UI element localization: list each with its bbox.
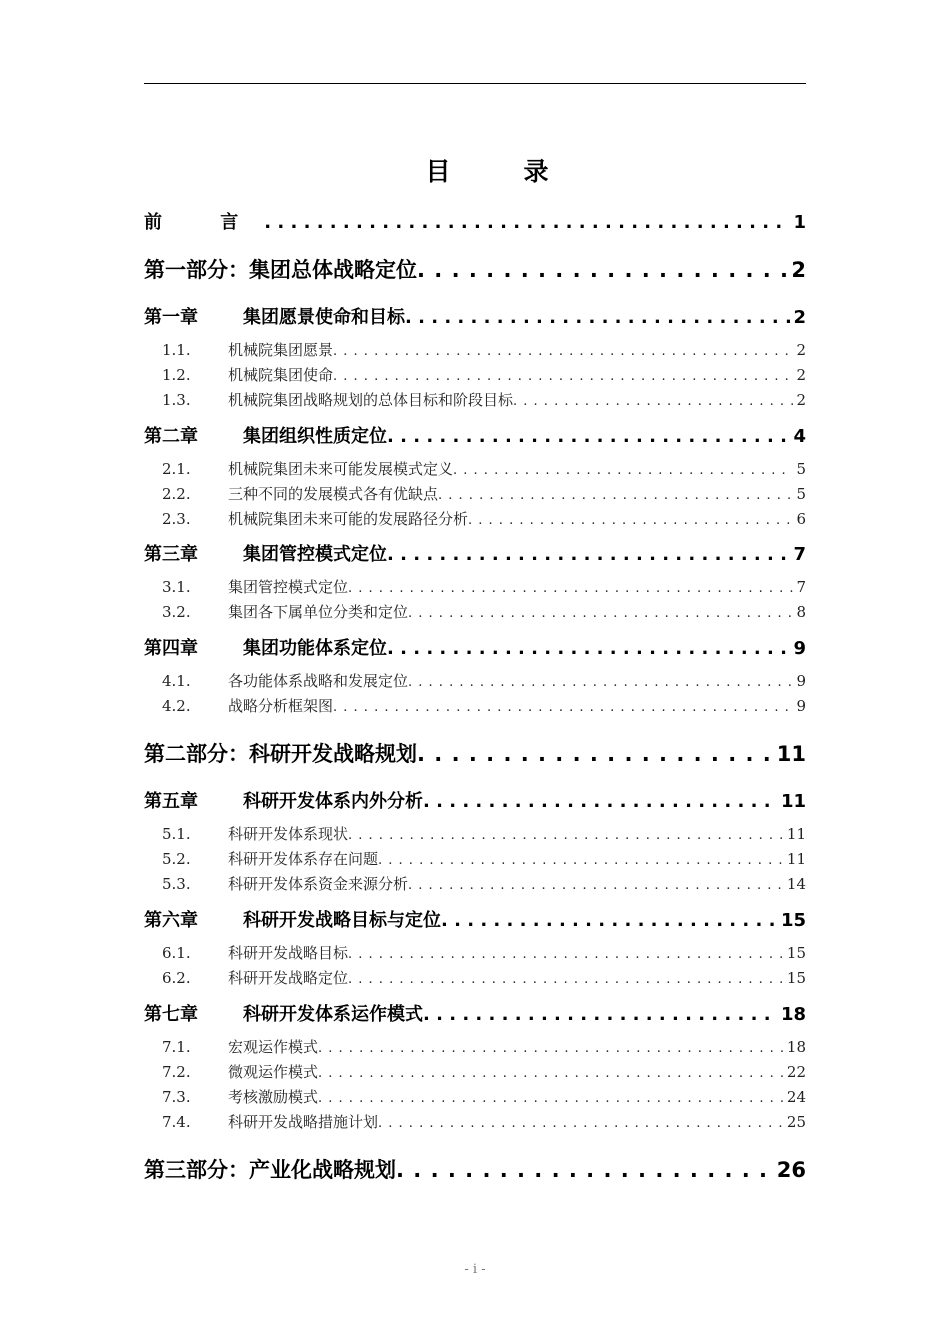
dot-leader: [333, 366, 793, 384]
dot-leader: [405, 307, 790, 328]
toc-chapter[interactable]: [144, 303, 806, 329]
dot-leader: [513, 391, 793, 409]
toc-page-number: 15: [780, 910, 806, 931]
toc-page-number: 2: [796, 391, 806, 409]
toc-section-title: 微观运作模式: [228, 1063, 319, 1081]
toc-page-number: 6: [796, 510, 806, 528]
toc-chapter[interactable]: [144, 540, 806, 566]
toc-chapter-number: 第一章: [144, 307, 198, 328]
toc-page-number: 9: [793, 638, 806, 659]
toc-section[interactable]: [162, 576, 806, 597]
toc-section[interactable]: [162, 508, 806, 529]
toc-section-number: 2.1.: [162, 460, 191, 478]
toc-page-number: 18: [780, 1004, 806, 1025]
toc-chapter-number: 第七章: [144, 1004, 198, 1025]
toc-chapter-number: 第六章: [144, 910, 198, 931]
toc-part[interactable]: [144, 254, 806, 284]
dot-leader: [408, 603, 793, 621]
dot-leader: [318, 1038, 784, 1056]
toc-section-title: 机械院集团愿景: [228, 341, 334, 359]
toc-section[interactable]: [162, 695, 806, 716]
toc-page-number: 11: [786, 850, 806, 868]
toc-section-number: 7.2.: [162, 1063, 191, 1081]
toc-section-title: 科研开发体系存在问题: [228, 850, 379, 868]
toc-page-number: 14: [786, 875, 806, 893]
toc-chapter-number: 第五章: [144, 791, 198, 812]
toc-page-number: 7: [793, 544, 806, 565]
toc-section[interactable]: [162, 873, 806, 894]
toc-section[interactable]: [162, 389, 806, 410]
toc-section-title: 宏观运作模式: [228, 1038, 319, 1056]
toc-chapter[interactable]: [144, 906, 806, 932]
toc-section[interactable]: [162, 848, 806, 869]
toc-section-title: 科研开发战略措施计划: [228, 1113, 379, 1131]
toc-section-number: 4.2.: [162, 697, 191, 715]
toc-section[interactable]: [162, 483, 806, 504]
toc-page-number: 2: [791, 258, 806, 282]
dot-leader: [387, 544, 790, 565]
toc-section[interactable]: [162, 1111, 806, 1132]
toc-section-title: 集团管控模式定位: [228, 578, 349, 596]
dot-leader: [408, 672, 793, 690]
dot-leader: [423, 1004, 778, 1025]
dot-leader: [378, 1113, 784, 1131]
toc-section-title: 战略分析框架图: [228, 697, 334, 715]
toc-page-number: 1: [793, 212, 806, 233]
toc-section[interactable]: [162, 364, 806, 385]
toc-page-number: 9: [796, 672, 806, 690]
dot-leader: [441, 910, 778, 931]
toc-section[interactable]: [162, 1061, 806, 1082]
toc-page-number: 25: [786, 1113, 806, 1131]
toc-section-number: 5.1.: [162, 825, 191, 843]
page-footer: - i -: [464, 1262, 486, 1277]
toc-section[interactable]: [162, 601, 806, 622]
toc-section-title: 各功能体系战略和发展定位: [228, 672, 409, 690]
toc-title: 目 录: [425, 157, 573, 186]
toc-section-number: 3.2.: [162, 603, 191, 621]
toc-page-number: 26: [776, 1158, 806, 1182]
toc-page-number: 5: [796, 460, 806, 478]
dot-leader: [318, 1063, 784, 1081]
toc-page-number: 2: [796, 366, 806, 384]
toc-section-number: 2.2.: [162, 485, 191, 503]
toc-section-title: 机械院集团未来可能发展模式定义: [228, 460, 454, 478]
toc-section-number: 7.4.: [162, 1113, 191, 1131]
toc-section[interactable]: [162, 823, 806, 844]
toc-page-number: 18: [786, 1038, 806, 1056]
toc-section[interactable]: [162, 942, 806, 963]
toc-chapter-title: 科研开发体系运作模式: [243, 1004, 423, 1025]
toc-chapter-number: 第三章: [144, 544, 198, 565]
toc-section[interactable]: [162, 1086, 806, 1107]
toc-page-number: 4: [793, 426, 806, 447]
toc-section-title: 三种不同的发展模式各有优缺点: [228, 485, 439, 503]
toc-section-number: 7.1.: [162, 1038, 191, 1056]
dot-leader: [468, 510, 793, 528]
toc-section-number: 1.1.: [162, 341, 191, 359]
dot-leader: [333, 341, 793, 359]
dot-leader: [408, 875, 784, 893]
toc-page-number: 5: [796, 485, 806, 503]
toc-section-number: 4.1.: [162, 672, 191, 690]
toc-section-number: 6.2.: [162, 969, 191, 987]
toc-page-number: 11: [776, 742, 806, 766]
toc-page-number: 22: [786, 1063, 806, 1081]
toc-part[interactable]: [144, 1154, 806, 1184]
toc-section-number: 7.3.: [162, 1088, 191, 1106]
dot-leader: [417, 258, 788, 282]
toc-chapter[interactable]: [144, 634, 806, 660]
toc-page-number: 7: [796, 578, 806, 596]
toc-entry-title: 前 言: [144, 212, 265, 233]
toc-page-number: 9: [796, 697, 806, 715]
toc-section[interactable]: [162, 1036, 806, 1057]
toc-section-number: 1.3.: [162, 391, 191, 409]
toc-section-title: 集团各下属单位分类和定位: [228, 603, 409, 621]
toc-entry-preface[interactable]: [144, 208, 806, 234]
toc-section-title: 考核激励模式: [228, 1088, 319, 1106]
toc-section[interactable]: [162, 458, 806, 479]
toc-section-title: 机械院集团使命: [228, 366, 334, 384]
toc-chapter-title: 集团愿景使命和目标: [243, 307, 405, 328]
toc-page-number: 11: [786, 825, 806, 843]
toc-page-number: 2: [793, 307, 806, 328]
toc-section-title: 机械院集团未来可能的发展路径分析: [228, 510, 469, 528]
toc-chapter-title: 科研开发体系内外分析: [243, 791, 423, 812]
dot-leader: [387, 638, 790, 659]
toc-section-title: 科研开发体系现状: [228, 825, 349, 843]
toc-section-number: 1.2.: [162, 366, 191, 384]
toc-chapter-title: 科研开发战略目标与定位: [243, 910, 441, 931]
toc-part-title: 第三部分：产业化战略规划: [144, 1158, 396, 1182]
toc-page-number: 15: [786, 969, 806, 987]
toc-section-title: 科研开发战略目标: [228, 944, 349, 962]
toc-part-title: 第一部分：集团总体战略定位: [144, 258, 417, 282]
dot-leader: [348, 825, 784, 843]
toc-section-title: 科研开发体系资金来源分析: [228, 875, 409, 893]
toc-section-title: 机械院集团战略规划的总体目标和阶段目标: [228, 391, 514, 409]
dot-leader: [348, 969, 784, 987]
dot-leader: [264, 212, 790, 233]
toc-section-number: 5.3.: [162, 875, 191, 893]
toc-section-number: 6.1.: [162, 944, 191, 962]
dot-leader: [438, 485, 793, 503]
toc-page-number: 24: [786, 1088, 806, 1106]
toc-part[interactable]: [144, 738, 806, 768]
toc-section[interactable]: [162, 967, 806, 988]
dot-leader: [396, 1158, 774, 1182]
dot-leader: [348, 578, 793, 596]
toc-section[interactable]: [162, 339, 806, 360]
dot-leader: [333, 697, 793, 715]
toc-section-number: 5.2.: [162, 850, 191, 868]
toc-section-number: 3.1.: [162, 578, 191, 596]
toc-chapter-title: 集团管控模式定位: [243, 544, 387, 565]
dot-leader: [423, 791, 778, 812]
toc-chapter-number: 第四章: [144, 638, 198, 659]
toc-section-number: 2.3.: [162, 510, 191, 528]
toc-chapter-number: 第二章: [144, 426, 198, 447]
toc-page-number: 11: [780, 791, 806, 812]
dot-leader: [387, 426, 790, 447]
header-rule: [144, 83, 806, 84]
toc-chapter[interactable]: [144, 787, 806, 813]
dot-leader: [453, 460, 793, 478]
dot-leader: [318, 1088, 784, 1106]
toc-page-number: 2: [796, 341, 806, 359]
toc-section-title: 科研开发战略定位: [228, 969, 349, 987]
toc-chapter-title: 集团组织性质定位: [243, 426, 387, 447]
dot-leader: [348, 944, 784, 962]
dot-leader: [417, 742, 774, 766]
toc-page-number: 15: [786, 944, 806, 962]
toc-chapter-title: 集团功能体系定位: [243, 638, 387, 659]
toc-page-number: 8: [796, 603, 806, 621]
toc-chapter[interactable]: [144, 1000, 806, 1026]
dot-leader: [378, 850, 784, 868]
toc-section[interactable]: [162, 670, 806, 691]
toc-part-title: 第二部分：科研开发战略规划: [144, 742, 417, 766]
toc-chapter[interactable]: [144, 422, 806, 448]
